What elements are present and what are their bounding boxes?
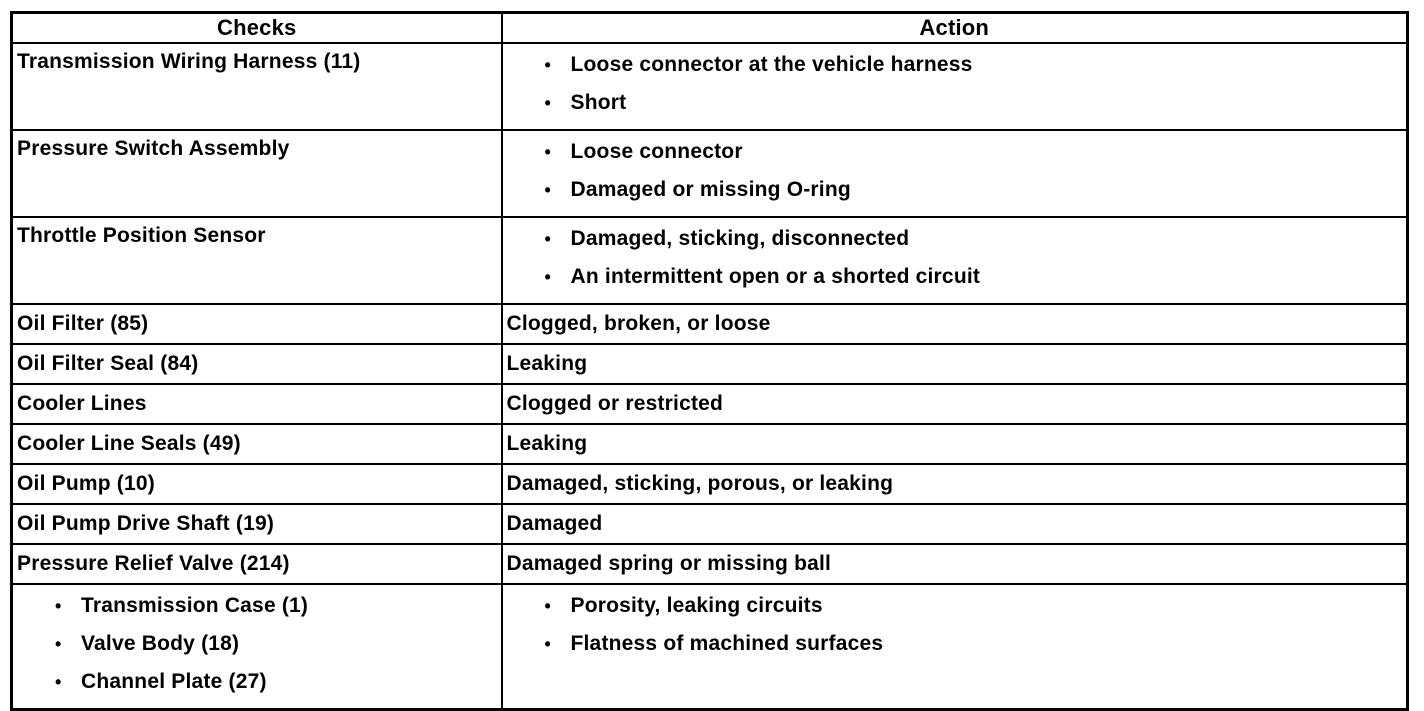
bullet-icon: • [544,93,552,113]
list-item [503,91,1407,129]
action-cell [502,584,1408,710]
bullet-icon: • [55,596,62,616]
list-item [503,140,1407,178]
table-row [12,43,1408,130]
check-cell [12,584,502,710]
checks-table [10,11,1409,711]
list-item [503,632,1407,670]
bullet-icon: • [544,596,552,616]
table-header-row [12,13,1408,44]
table-row [12,584,1408,710]
list-item [503,227,1407,265]
action-text: Damaged [506,512,603,535]
check-cell [12,130,502,217]
table-row [12,464,1408,504]
check-cell [12,344,502,384]
table-row [12,384,1408,424]
action-text: Clogged or restricted [506,392,724,415]
check-text: Oil Filter (85) [17,312,149,335]
action-list [503,53,1407,129]
action-list [503,140,1407,216]
action-cell [502,304,1408,344]
action-text: Loose connector [570,140,743,163]
check-cell [12,544,502,584]
check-cell [12,217,502,304]
check-text: Pressure Relief Valve (214) [17,552,290,575]
list-item [503,178,1407,216]
action-cell [502,464,1408,504]
action-list [503,594,1407,670]
action-text: Short [570,91,627,114]
table-row [12,304,1408,344]
check-cell [12,304,502,344]
table-row [12,544,1408,584]
check-text: Channel Plate (27) [81,670,267,693]
check-text: Valve Body (18) [81,632,240,655]
check-cell [12,464,502,504]
list-item [13,632,501,670]
check-list [13,594,501,708]
bullet-icon: • [544,267,552,287]
action-text: Flatness of machined surfaces [570,632,884,655]
checks-page [10,11,1406,711]
action-cell [502,130,1408,217]
action-cell [502,504,1408,544]
check-text: Oil Pump Drive Shaft (19) [17,512,275,535]
check-text: Oil Pump (10) [17,472,155,495]
check-text: Cooler Lines [17,392,147,415]
list-item [13,594,501,632]
header-checks: Checks [12,13,502,44]
list-item [13,670,501,708]
action-text: Damaged, sticking, disconnected [570,227,910,250]
check-cell [12,504,502,544]
bullet-icon: • [544,634,552,654]
action-cell [502,217,1408,304]
bullet-icon: • [544,142,552,162]
check-cell [12,384,502,424]
action-text: Damaged or missing O-ring [570,178,851,201]
bullet-icon: • [544,229,552,249]
check-text: Oil Filter Seal (84) [17,352,199,375]
table-row [12,504,1408,544]
list-item [503,594,1407,632]
bullet-icon: • [544,180,552,200]
action-cell [502,43,1408,130]
action-text: Leaking [506,352,588,375]
bullet-icon: • [544,55,552,75]
action-cell [502,544,1408,584]
list-item [503,53,1407,91]
action-text: Leaking [506,432,588,455]
action-list [503,227,1407,303]
check-text: Pressure Switch Assembly [17,137,290,160]
action-cell [502,424,1408,464]
action-cell [502,344,1408,384]
table-row [12,217,1408,304]
check-cell [12,424,502,464]
action-text: Damaged, sticking, porous, or leaking [506,472,894,495]
bullet-icon: • [55,634,62,654]
action-text: Porosity, leaking circuits [570,594,823,617]
table-row [12,344,1408,384]
check-text: Throttle Position Sensor [17,224,266,247]
header-action: Action [502,13,1408,44]
action-text: Loose connector at the vehicle harness [570,53,973,76]
action-text: Clogged, broken, or loose [506,312,771,335]
check-text: Transmission Case (1) [81,594,309,617]
table-row [12,130,1408,217]
action-text: Damaged spring or missing ball [506,552,832,575]
table-row [12,424,1408,464]
bullet-icon: • [55,672,62,692]
check-text: Cooler Line Seals (49) [17,432,241,455]
check-cell [12,43,502,130]
action-cell [502,384,1408,424]
action-text: An intermittent open or a shorted circuit [570,265,981,288]
list-item [503,265,1407,303]
check-text: Transmission Wiring Harness (11) [17,50,361,73]
